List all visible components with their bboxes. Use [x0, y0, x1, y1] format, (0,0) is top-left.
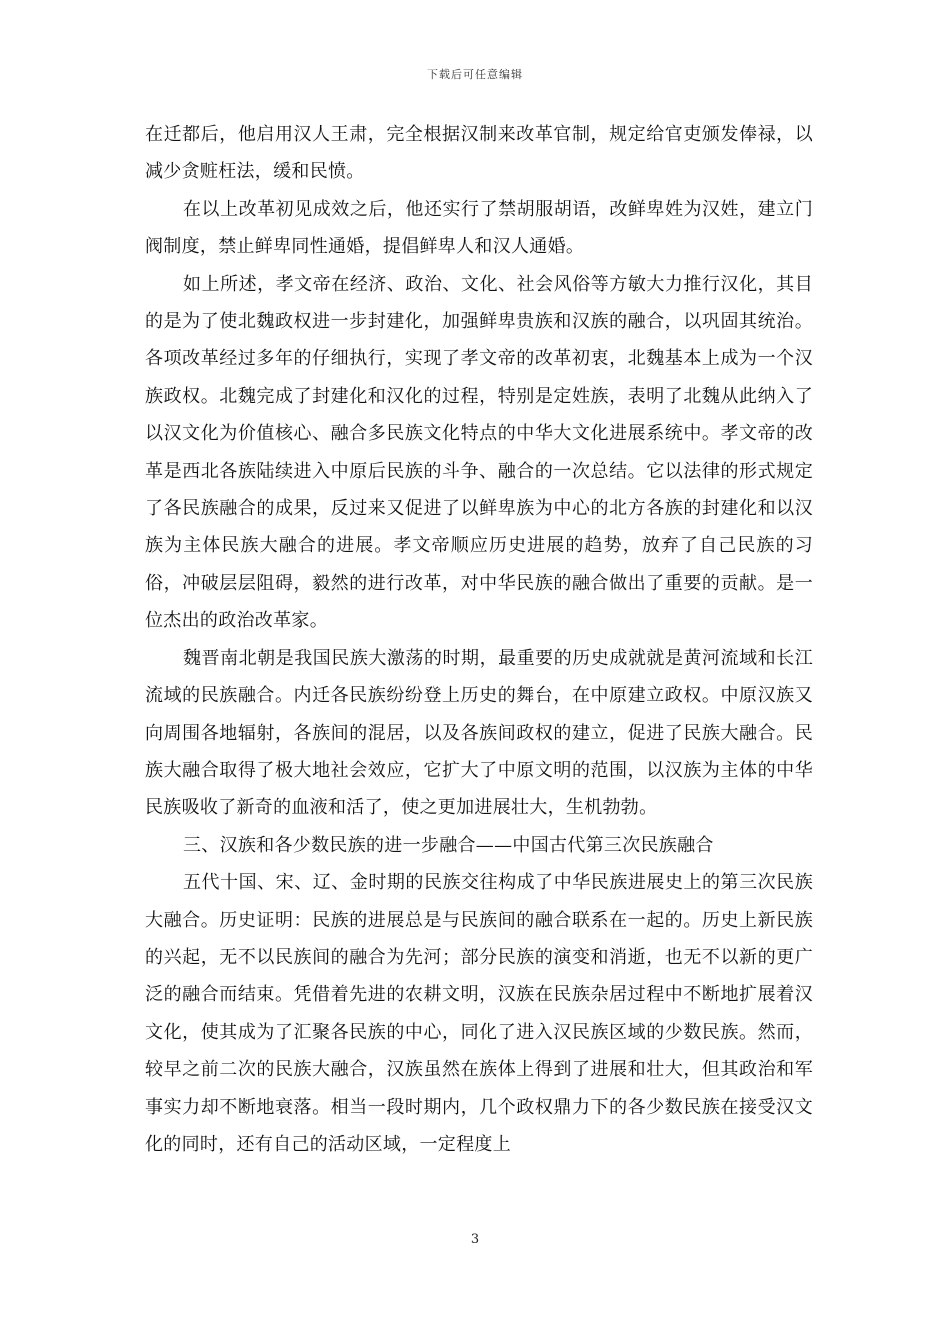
paragraph-3: 如上所述，孝文帝在经济、政治、文化、社会风俗等方敏大力推行汉化，其目的是为了使北魏政权进一步封建化，加强鲜卑贵族和汉族的融合，以巩固其统治。各项改革经过多年的仔细执行，实现了孝文帝的改革初衷，北魏基本上成为一个汉族政权。北魏完成了封建化和汉化的过程，特别是定姓族，表明了北魏从此纳入了以汉文化为价值核心、融合多民族文化特点的中华大文化进展系统中。孝文帝的改革是西北各族陆续进入中原后民族的斗争、融合的一次总结。它以法律的形式规定了各民族融合的成果，反过来又促进了以鲜卑族为中心的北方各族的封建化和以汉族为主体民族大融合的进展。孝文帝顺应历史进展的趋势，放弃了自己民族的习俗，冲破层层阻碍，毅然的进行改革，对中华民族的融合做出了重要的贡献。是一位杰出的政治改革家。 [145, 273, 813, 632]
paragraph-4: 魏晋南北朝是我国民族大激荡的时期，最重要的历史成就就是黄河流域和长江流域的民族融合。内迁各民族纷纷登上历史的舞台，在中原建立政权。中原汉族又向周围各地辐射，各族间的混居，以及各族间政权的建立，促进了民族大融合。民族大融合取得了极大地社会效应，它扩大了中原文明的范围，以汉族为主体的中华民族吸收了新奇的血液和活了，使之更加进展壮大，生机勃勃。 [145, 647, 813, 819]
page-header: 下载后可任意编辑 [427, 68, 523, 81]
document-body [145, 116, 813, 1163]
page-number: 3 [470, 1232, 480, 1247]
section-heading: 三、汉族和各少数民族的进一步融合——中国古代第三次民族融合 [183, 834, 714, 856]
paragraph-2: 在以上改革初见成效之后，他还实行了禁胡服胡语，改鲜卑姓为汉姓，建立门阀制度，禁止鲜卑同性通婚，提倡鲜卑人和汉人通婚。 [145, 198, 813, 258]
paragraph-1: 在迁都后，他启用汉人王肃，完全根据汉制来改革官制，规定给官吏颁发俸禄，以减少贪赃枉法，缓和民愤。 [145, 124, 813, 183]
paragraph-5: 五代十国、宋、辽、金时期的民族交往构成了中华民族进展史上的第三次民族大融合。历史证明：民族的进展总是与民族间的融合联系在一起的。历史上新民族的兴起，无不以民族间的融合为先河；部分民族的演变和消逝，也无不以新的更广泛的融合而结束。凭借着先进的农耕文明，汉族在民族杂居过程中不断地扩展着汉文化，使其成为了汇聚各民族的中心，同化了进入汉民族区域的少数民族。然而，较早之前二次的民族大融合，汉族虽然在族体上得到了进展和壮大，但其政治和军事实力却不断地衰落。相当一段时期内，几个政权鼎力下的各少数民族在接受汉文化的同时，还有自己的活动区域，一定程度上 [145, 872, 813, 1155]
